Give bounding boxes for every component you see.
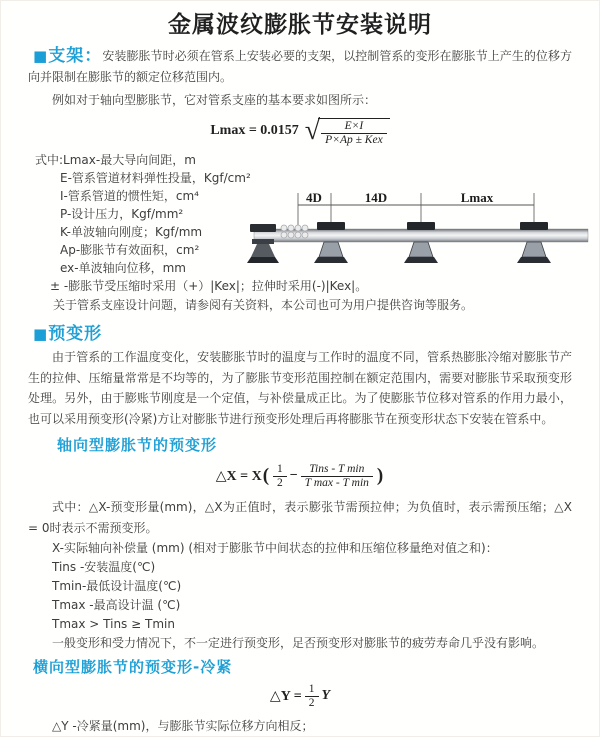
preform-paragraph: 由于管系的工作温度变化，安装膨胀节时的温度与工作时的温度不同，管系热膨胀冷缩对膨胀节产生的拉伸、压缩量常常是不均等的，为了膨胀节变形范围控制在额定范围内，需要对膨胀节采取预变形处理。另外，由于膨账节刚度是一个定值，与补偿量成正比。为了使膨胀节位移对管系的作用力最小，也可以采用预变形(冷紧)方让对膨胀节进行预变形处理后再将膨胀节在预变形状态下安装在管系中。	[28, 350, 572, 426]
lateral-note: △Y -冷紧量(mm)，与膨胀节实际位移方向相反；	[52, 719, 314, 733]
anchor-support-icon	[247, 224, 279, 263]
axial-line: Tmax > Tins ≥ Tmin	[52, 617, 175, 631]
formula-lmax-denominator: P×Ap ± Kex	[321, 133, 387, 147]
page-title: 金属波纹膨胀节安装说明	[168, 12, 432, 38]
fraction-numerator: Tins - T min	[309, 462, 365, 475]
section-marker-icon: ■	[33, 47, 48, 65]
formula-lmax-fraction	[321, 120, 387, 147]
formula-dx-fraction-temp	[301, 463, 373, 490]
support-example-text: 例如对于轴向型膨胀节，它对管系支座的基本要求如图所示：	[52, 93, 377, 107]
formula-dy-fraction	[305, 683, 319, 710]
formula-delta-y	[0, 679, 600, 713]
axial-line: Tmin-最低设计温度(℃)	[52, 579, 182, 593]
section-heading-preform	[33, 324, 102, 344]
radical-sign: √	[304, 115, 321, 146]
open-paren: (	[262, 465, 270, 486]
dimension-label-lmax: Lmax	[460, 190, 494, 205]
consult-note: 关于管系支座设计问题，请参阅有关资料，本公司也可为用户提供咨询等服务。	[53, 298, 474, 312]
formula-dx-fraction-half	[273, 463, 287, 490]
formula-lmax-lhs: Lmax = 0.0157	[210, 123, 299, 138]
axial-preform-heading: 轴向型膨胀节的预变形	[57, 436, 218, 454]
definition-item: ex-单波轴向位移，mm	[60, 261, 186, 275]
formula-lmax	[0, 115, 600, 147]
axial-line: Tmax -最高设计温 (℃)	[52, 598, 181, 612]
pipe-support-icon	[404, 222, 438, 263]
definition-item: E-管系管道材料弹性投量，Kgf/cm²	[60, 171, 251, 185]
section-heading-support-label: 支架：	[48, 46, 103, 66]
plusminus-note: ± -膨胀节受压缩时采用（+）|Kex|；拉伸时采用(-)|Kex|。	[50, 279, 368, 293]
definitions-and-diagram	[0, 151, 600, 277]
axial-explain-paragraph: 式中：△X-预变形量(mm)，△X为正值时，表示膨张节需预拉伸；为负值时，表示需预压缩；△X = 0时表示不需预变形。	[28, 500, 572, 535]
pipe-support-icon	[517, 222, 551, 263]
pipe-support-diagram	[246, 189, 596, 285]
dimension-label-14d: 14D	[364, 190, 388, 205]
formula-dy-rhs: Y	[321, 688, 331, 703]
close-paren: )	[376, 465, 384, 486]
fraction-denominator: 2	[305, 696, 319, 710]
lateral-preform-heading: 横向型膨胀节的预变形-冷紧	[33, 658, 233, 676]
axial-line: X-实际轴向补偿量 (mm) (相对于膨胀节中间状态的拉伸和压缩位移量绝对值之和)：	[52, 541, 498, 555]
fraction-denominator: T max - T min	[301, 476, 373, 490]
fraction-numerator: 1	[308, 682, 315, 695]
pipe-support-icon	[314, 222, 348, 263]
section-heading-support	[33, 46, 102, 66]
definition-item: Ap-膨胀节有效面积，cm²	[60, 243, 200, 257]
preform-section-line	[33, 323, 600, 345]
formula-dx-lhs: △X = X	[215, 468, 262, 484]
section-marker-icon: ■	[33, 325, 48, 343]
support-intro-paragraph	[28, 46, 572, 88]
support-intro-text: 安装膨胀节时必须在管系上安装必要的支架，以控制管系的变形在膨胀节上产生的位移方向并限制在膨胀节的额定位移范围内。	[28, 49, 572, 84]
minus-operator: −	[289, 468, 298, 483]
definition-item: P-设计压力，Kgf/mm²	[60, 207, 184, 221]
formula-lmax-radicand	[318, 118, 390, 147]
definition-item: 式中:Lmax-最大导向间距，m	[35, 153, 196, 167]
fraction-numerator: 1	[277, 462, 283, 475]
formula-delta-x	[0, 457, 600, 495]
definition-item: K-单波轴向刚度；Kgf/mm	[60, 225, 203, 239]
formula-dy-lhs: △Y =	[269, 688, 302, 704]
fraction-denominator: 2	[273, 476, 287, 490]
dimension-label-4d: 4D	[306, 190, 322, 205]
section-heading-preform-label: 预变形	[48, 324, 103, 344]
axial-line: 一般变形和受力情况下，不一定进行预变形，足否预变形对膨胀节的疲劳寿命几乎没有影响。	[52, 636, 545, 650]
definition-item: I-管系管道的惯性矩，cm⁴	[60, 189, 199, 203]
axial-line: Tins -安装温度(℃)	[52, 560, 156, 574]
formula-lmax-numerator: E×I	[344, 120, 364, 132]
